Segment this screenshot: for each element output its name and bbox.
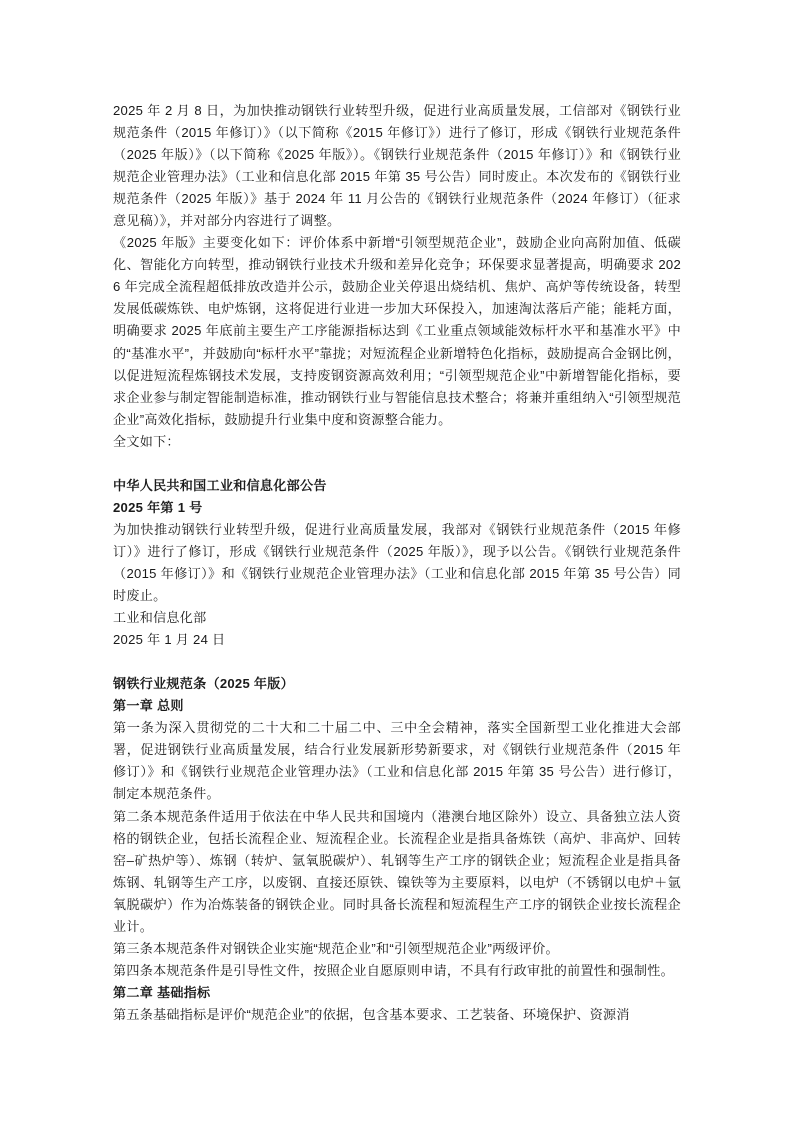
section-spacer-1: [113, 453, 681, 475]
chapter-1-article-3: 第三条本规范条件对钢铁企业实施“规范企业”和“引领型规范企业”两级评价。: [113, 940, 559, 956]
document-content: [113, 100, 681, 1026]
chapter-2-heading: 第二章 基础指标: [113, 984, 211, 1000]
chapter-1-heading: 第一章 总则: [113, 698, 184, 714]
chapter-2-article-5: 第五条基础指标是评价“规范企业”的依据，包含基本要求、工艺装备、环境保护、资源消: [113, 1006, 630, 1022]
chapter-1-article-4: 第四条本规范条件是引导性文件，按照企业自愿原则申请，不具有行政审批的前置性和强制性。: [113, 962, 674, 978]
section-spacer-2: [113, 651, 681, 673]
announcement-date: 2025 年 1 月 24 日: [113, 632, 226, 648]
announcement-issuer: 工业和信息化部: [113, 610, 207, 626]
announcement-heading-line-2: 2025 年第 1 号: [113, 499, 203, 515]
announcement-heading-line-1: 中华人民共和国工业和信息化部公告: [113, 477, 327, 493]
chapter-1-article-1: 第一条为深入贯彻党的二十大和二十届二中、三中全会精神，落实全国新型工业化推进大会部署，促进钢铁行业高质量发展，结合行业发展新形势新要求，对《钢铁行业规范条件（2015 年修订）》和《钢铁行业规范企业管理办法》（工业和信息化部 2015 年第 35 号公告）进行修订，制定本规范条件。: [113, 720, 681, 802]
announcement-body: 为加快推动钢铁行业转型升级，促进行业高质量发展，我部对《钢铁行业规范条件（2015 年修订）》进行了修订，形成《钢铁行业规范条件（2025 年版）》，现予以公告。《钢铁行业规范条件（2015 年修订）》和《钢铁行业规范企业管理办法》（工业和信息化部 2015 年第 35 号公告）同时废止。: [113, 521, 681, 604]
chapter-1-article-2: 第二条本规范条件适用于依法在中华人民共和国境内（港澳台地区除外）设立、具备独立法人资格的钢铁企业，包括长流程企业、短流程企业。长流程企业是指具备炼铁（高炉、非高炉、回转窑–矿热炉等）、炼钢（转炉、氩氧脱碳炉）、轧钢等生产工序的钢铁企业；短流程企业是指具备炼钢、轧钢等生产工序，以废钢、直接还原铁、镍铁等为主要原料，以电炉（不锈钢以电炉＋氩氧脱碳炉）作为冶炼装备的钢铁企业。同时具备长流程和短流程生产工序的钢铁企业按长流程企业计。: [113, 808, 681, 934]
full-text-lead: 全文如下：: [113, 433, 180, 449]
regulation-title: 钢铁行业规范条（2025 年版）: [113, 676, 294, 692]
summary-paragraph-1: 2025 年 2 月 8 日，为加快推动钢铁行业转型升级，促进行业高质量发展，工信部对《钢铁行业规范条件（2015 年修订）》（以下简称《2015 年修订》）进行了修订，形成《钢铁行业规范条件（2025 年版）》（以下简称《2025 年版》）。《钢铁行业规范条件（2015 年修订）》和《钢铁行业规范企业管理办法》（工业和信息化部 2015 年第 35 号公告）同时废止。本次发布的《钢铁行业规范条件（2025 年版）》基于 2024 年 11 月公告的《钢铁行业规范条件（2024 年修订）（征求意见稿）》，并对部分内容进行了调整。: [113, 103, 681, 229]
summary-paragraph-2: 《2025 年版》主要变化如下：评价体系中新增“引领型规范企业”，鼓励企业向高附加值、低碳化、智能化方向转型，推动钢铁行业技术升级和差异化竞争；环保要求显著提高，明确要求 2026 年完成全流程超低排放改造并公示，鼓励企业关停退出烧结机、焦炉、高炉等传统设备，转型发展低碳炼铁、电炉炼钢，这将促进行业进一步加大环保投入，加速淘汰落后产能；能耗方面，明确要求 2025 年底前主要生产工序能源指标达到《工业重点领域能效标杆水平和基准水平》中的“基准水平”，并鼓励向“标杆水平”靠拢；对短流程企业新增特色化指标，鼓励提高合金钢比例，以促进短流程炼钢技术发展，支持废钢资源高效利用；“引领型规范企业”中新增智能化指标，要求企业参与制定智能制造标准，推动钢铁行业与智能信息技术整合；将兼并重组纳入“引领型规范企业”高效化指标，鼓励提升行业集中度和资源整合能力。: [113, 235, 681, 427]
